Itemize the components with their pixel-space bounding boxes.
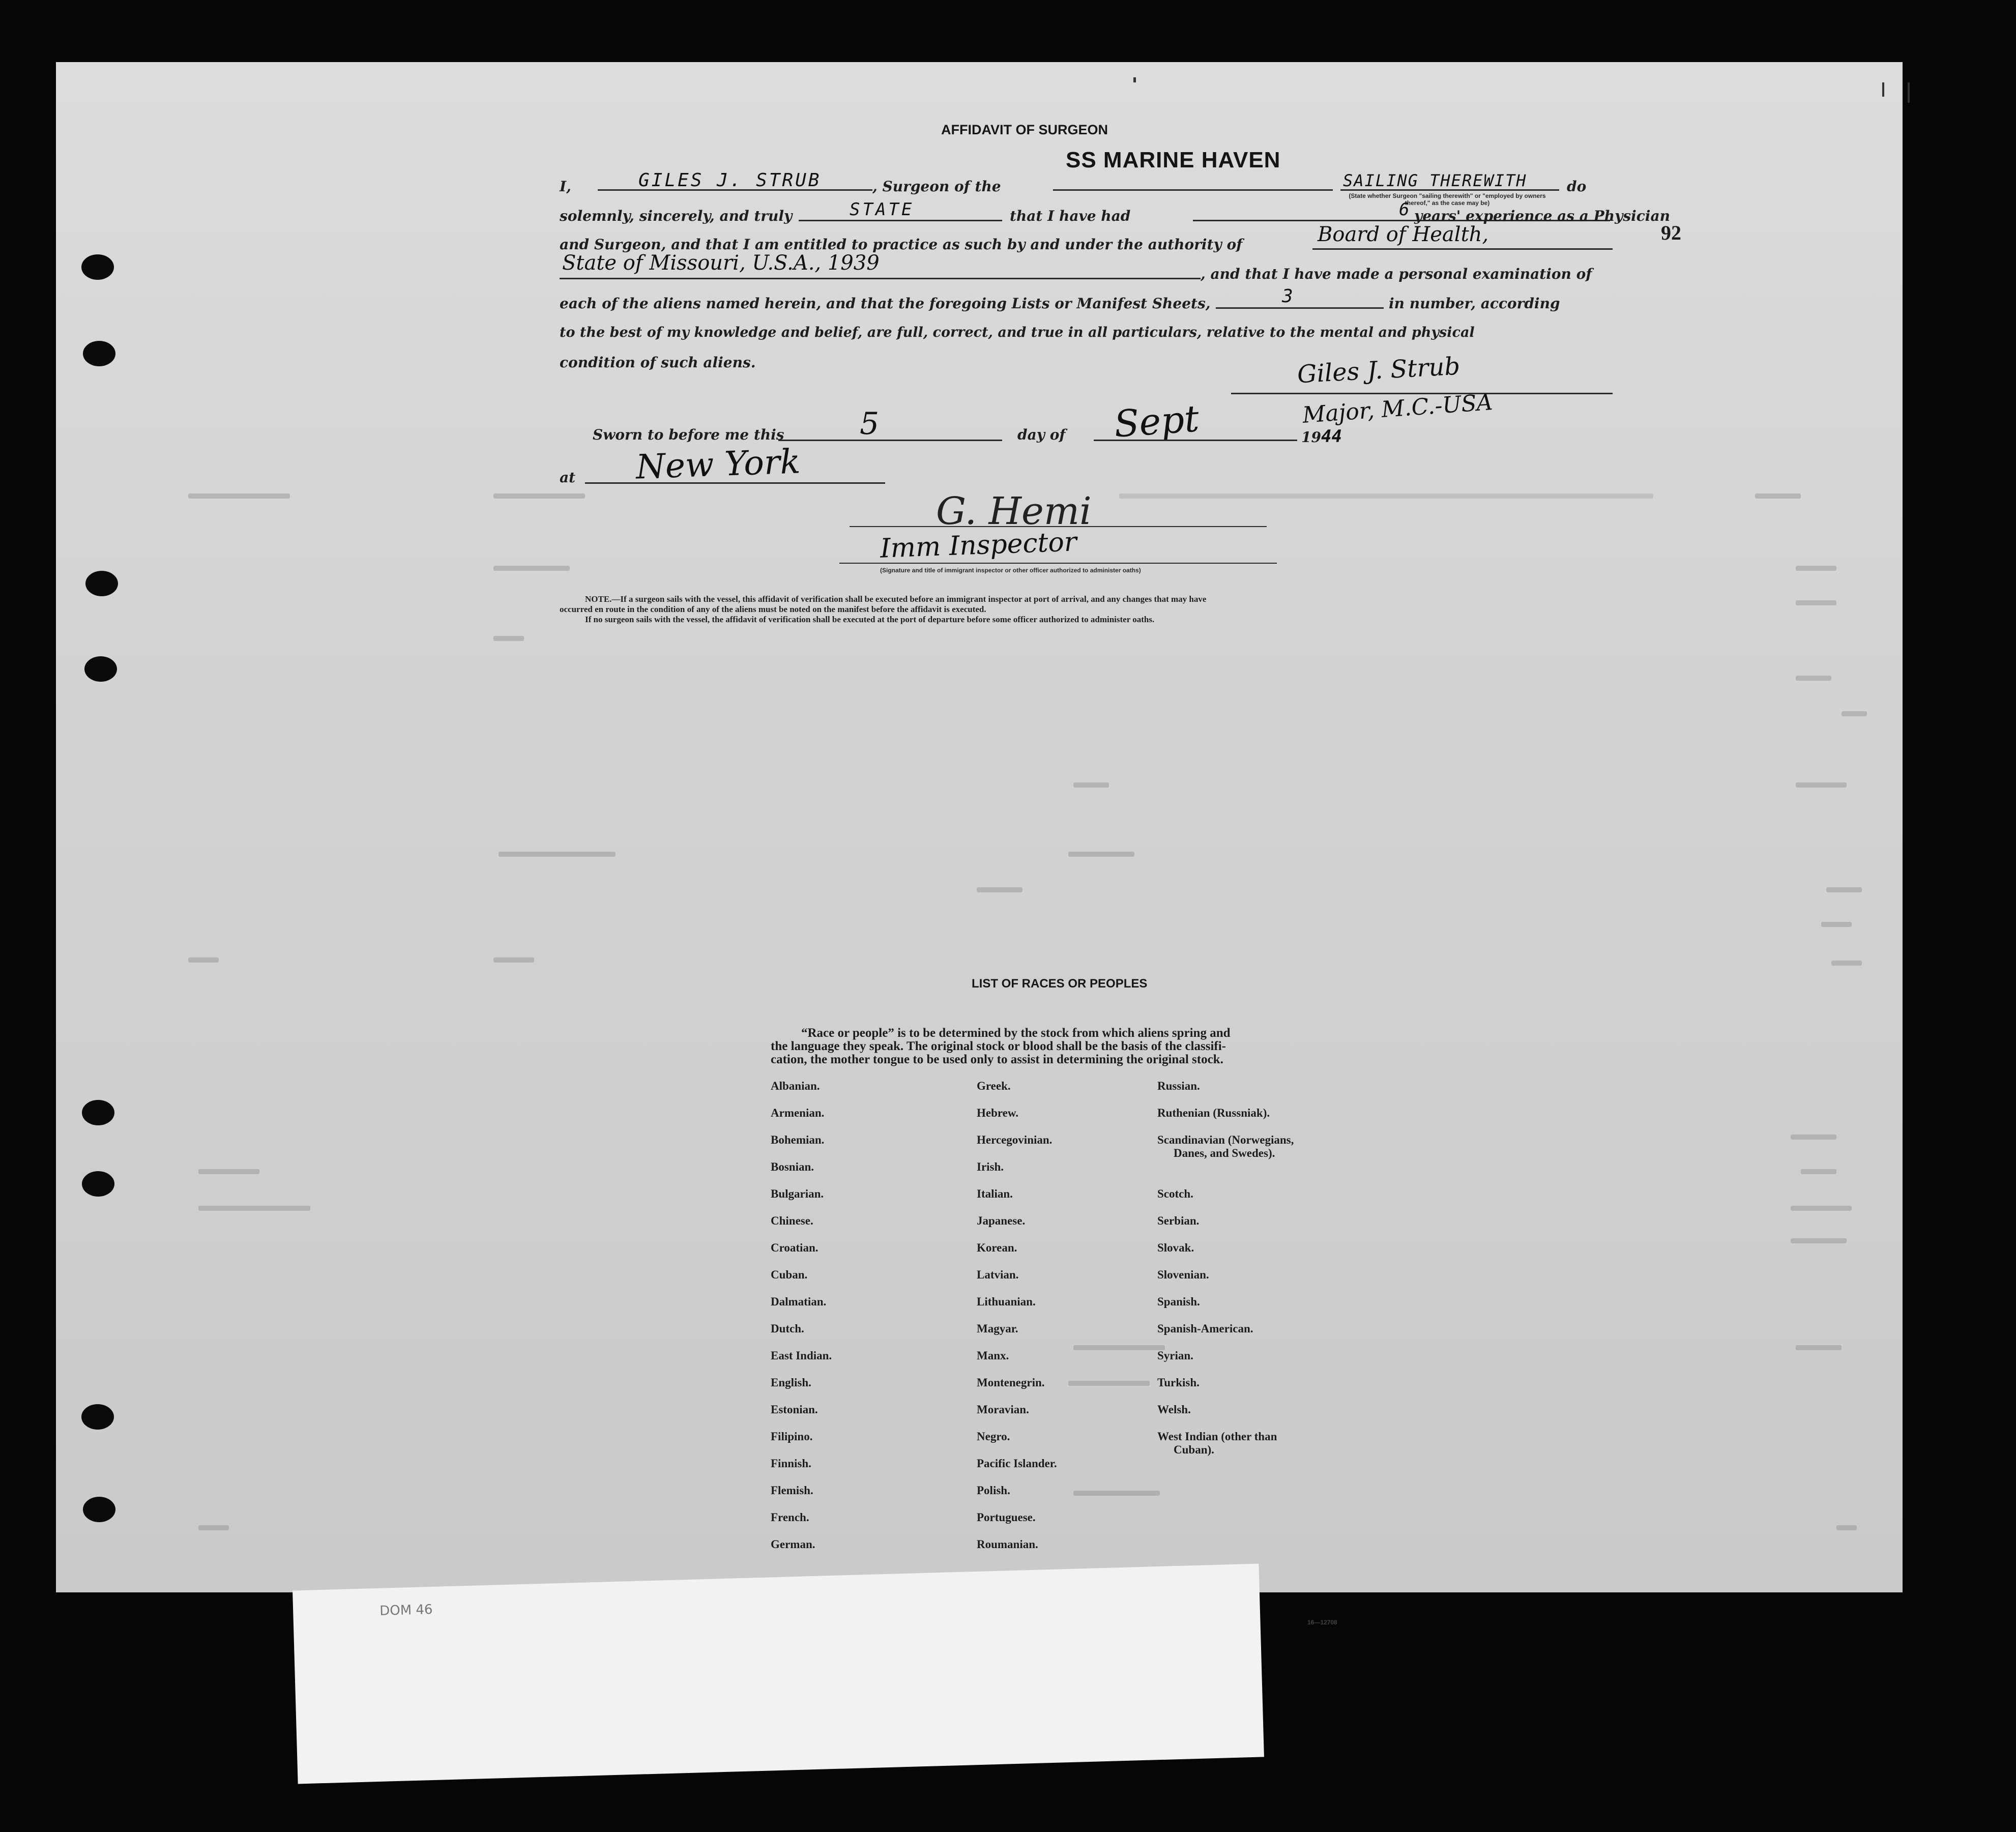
race-entry: Latvian.: [977, 1268, 1019, 1281]
punch-hole: [81, 254, 114, 280]
race-entry: Scotch.: [1157, 1187, 1193, 1200]
page-number: 92: [1661, 221, 1681, 244]
race-entry: Serbian.: [1157, 1214, 1200, 1227]
race-entry: Croatian.: [771, 1241, 819, 1254]
sworn-month-field: Sept: [1113, 397, 1201, 446]
race-entry: Chinese.: [771, 1214, 813, 1227]
race-entry: Ruthenian (Russniak).: [1157, 1107, 1270, 1119]
declaration-field: STATE: [850, 199, 915, 220]
label-condition: condition of such aliens.: [560, 354, 756, 371]
vessel-stamp: SS MARINE HAVEN: [1066, 148, 1281, 172]
label-in-number: in number, according: [1389, 295, 1560, 312]
authority-field-1: Board of Health,: [1318, 223, 1489, 246]
ghost-mark: [1796, 782, 1847, 788]
race-entry: Polish.: [977, 1484, 1010, 1497]
ghost-mark: [198, 1169, 259, 1174]
race-entry: Cuban).: [1174, 1443, 1214, 1456]
label-solemnly: solemnly, sincerely, and truly: [560, 208, 793, 224]
label-at: at: [560, 469, 576, 486]
ghost-mark: [493, 957, 534, 963]
note-line-1: NOTE.—If a surgeon sails with the vessel, this affidavit of verification shall be executed before an immigrant inspector at port of arrival, and any changes that may have: [585, 594, 1207, 604]
races-intro-1: “Race or people” is to be determined by the stock from which aliens spring and: [801, 1026, 1231, 1040]
stray-mark: [1133, 77, 1136, 82]
ghost-mark: [1796, 600, 1836, 605]
race-entry: East Indian.: [771, 1349, 832, 1362]
punch-hole: [85, 571, 118, 596]
sailing-hint-text: (State whether Surgeon "sailing therewith" or "employed by owners thereof," as the case may be): [1349, 192, 1546, 207]
ghost-mark: [1796, 1345, 1842, 1350]
race-entry: Bulgarian.: [771, 1187, 824, 1200]
race-entry: Italian.: [977, 1187, 1013, 1200]
ghost-mark: [1801, 1169, 1836, 1174]
ghost-mark: [1791, 1238, 1847, 1243]
race-entry: Spanish-American.: [1157, 1322, 1253, 1335]
races-intro-2: the language they speak. The original stock or blood shall be the basis of the classifi-: [771, 1039, 1226, 1053]
ghost-mark: [499, 852, 616, 857]
punch-hole: [83, 341, 115, 366]
sworn-day-field: 5: [860, 406, 880, 442]
ghost-mark: [1836, 1525, 1857, 1530]
race-entry: Danes, and Swedes).: [1174, 1147, 1275, 1159]
race-entry: Japanese.: [977, 1214, 1026, 1227]
stray-mark: [1908, 82, 1910, 103]
ghost-mark: [1842, 711, 1867, 716]
year-prefix: 19: [1301, 429, 1321, 446]
race-entry: Moravian.: [977, 1403, 1029, 1416]
punch-hole: [82, 1100, 114, 1125]
underlying-slip: [293, 1564, 1264, 1784]
ghost-mark: [1073, 1491, 1160, 1496]
race-entry: Welsh.: [1157, 1403, 1191, 1416]
race-entry: Greek.: [977, 1080, 1011, 1092]
race-entry: Flemish.: [771, 1484, 813, 1497]
race-entry: Dutch.: [771, 1322, 804, 1335]
race-entry: Hercegovinian.: [977, 1133, 1053, 1146]
ghost-mark: [188, 493, 290, 499]
race-entry: Finnish.: [771, 1457, 811, 1470]
race-entry: Filipino.: [771, 1430, 813, 1443]
sworn-day-underline: [778, 440, 1002, 441]
punch-hole: [81, 1404, 114, 1430]
race-entry: Russian.: [1157, 1080, 1200, 1092]
sworn-month-underline: [1094, 440, 1297, 441]
punch-hole: [84, 656, 117, 682]
label-do: do: [1567, 178, 1587, 195]
note-line-3: If no surgeon sails with the vessel, the affidavit of verification shall be executed at the port of departure before some officer authorized to administer oaths.: [585, 615, 1155, 624]
ghost-mark: [1073, 1345, 1165, 1350]
race-entry: English.: [771, 1376, 811, 1389]
ghost-mark: [493, 636, 524, 641]
years-field: 6: [1399, 199, 1410, 220]
declaration-underline: [799, 220, 1002, 221]
ghost-mark: [1119, 493, 1653, 499]
sworn-place-field: New York: [635, 442, 801, 487]
ghost-mark: [198, 1525, 229, 1530]
punch-hole: [82, 1171, 114, 1197]
sworn-place-underline: [585, 482, 885, 484]
race-entry: Portuguese.: [977, 1511, 1036, 1524]
ghost-mark: [1068, 852, 1134, 857]
form-code: 16—12708: [1307, 1619, 1337, 1626]
ghost-mark: [1821, 922, 1852, 927]
race-entry: Spanish.: [1157, 1295, 1200, 1308]
sheets-count-field: 3: [1282, 286, 1293, 307]
race-entry: Slovenian.: [1157, 1268, 1209, 1281]
label-each-aliens: each of the aliens named herein, and that the foregoing Lists or Manifest Sheets,: [560, 295, 1211, 312]
stray-mark: [1882, 82, 1884, 97]
ghost-mark: [1796, 566, 1836, 571]
sworn-year-suffix: 44: [1321, 426, 1342, 447]
surgeon-signature: Giles J. Strub: [1296, 352, 1461, 389]
race-entry: Roumanian.: [977, 1538, 1038, 1551]
race-entry: Cuban.: [771, 1268, 808, 1281]
race-entry: West Indian (other than: [1157, 1430, 1277, 1443]
authority-field-2: State of Missouri, U.S.A., 1939: [562, 251, 880, 275]
ghost-mark: [1073, 782, 1109, 788]
race-entry: Negro.: [977, 1430, 1010, 1443]
officer-signature: G. Hemi: [936, 489, 1092, 533]
officer-title-underline: [839, 563, 1277, 564]
surgeon-name-underline: [598, 189, 872, 191]
sworn-year: [1301, 426, 1342, 447]
race-entry: Turkish.: [1157, 1376, 1200, 1389]
race-entry: Bohemian.: [771, 1133, 825, 1146]
punch-hole: [83, 1497, 115, 1522]
authority-underline-1: [1312, 248, 1613, 250]
sailing-status-underline: [1340, 189, 1559, 191]
race-entry: German.: [771, 1538, 815, 1551]
authority-underline-2: [560, 278, 1201, 279]
race-entry: Irish.: [977, 1160, 1004, 1173]
label-sworn: Sworn to before me this: [593, 426, 784, 443]
officer-caption: (Signature and title of immigrant inspector or other officer authorized to administer oaths): [880, 567, 1141, 574]
label-day-of: day of: [1017, 426, 1066, 443]
ghost-mark: [188, 957, 219, 963]
race-entry: Syrian.: [1157, 1349, 1193, 1362]
ghost-mark: [1068, 1381, 1150, 1386]
label-i: I,: [560, 178, 571, 195]
ghost-mark: [1826, 887, 1862, 892]
race-entry: Korean.: [977, 1241, 1017, 1254]
ghost-mark: [198, 1206, 310, 1211]
sailing-hint: [1346, 192, 1549, 207]
slip-text: DOM 46: [379, 1602, 433, 1619]
race-entry: Albanian.: [771, 1080, 820, 1092]
ghost-mark: [1791, 1206, 1852, 1211]
vessel-underline: [1053, 189, 1333, 191]
race-entry: Armenian.: [771, 1107, 825, 1119]
race-entry: French.: [771, 1511, 809, 1524]
race-entry: Magyar.: [977, 1322, 1018, 1335]
surgeon-rank: Major, M.C.-USA: [1301, 389, 1494, 429]
label-surgeon-of: , Surgeon of the: [872, 178, 1001, 195]
label-personal-exam: , and that I have made a personal examination of: [1201, 266, 1592, 282]
race-entry: Estonian.: [771, 1403, 818, 1416]
race-entry: Slovak.: [1157, 1241, 1194, 1254]
races-intro-3: cation, the mother tongue to be used only to assist in determining the original stock.: [771, 1053, 1223, 1066]
ghost-mark: [1791, 1135, 1836, 1140]
ghost-mark: [493, 493, 585, 499]
label-years-exp: years' experience as a Physician: [1414, 208, 1670, 224]
affidavit-title: AFFIDAVIT OF SURGEON: [941, 122, 1108, 137]
ghost-mark: [493, 566, 570, 571]
races-list-title: LIST OF RACES OR PEOPLES: [972, 977, 1148, 991]
label-knowledge: to the best of my knowledge and belief, are full, correct, and true in all particulars, relative to the mental and physical: [560, 325, 1475, 340]
ghost-mark: [1831, 961, 1862, 966]
ghost-mark: [1755, 493, 1801, 499]
race-entry: Hebrew.: [977, 1107, 1018, 1119]
sheets-underline: [1216, 307, 1384, 309]
race-entry: Dalmatian.: [771, 1295, 827, 1308]
officer-title: Imm Inspector: [880, 527, 1077, 564]
race-entry: Manx.: [977, 1349, 1009, 1362]
race-entry: Pacific Islander.: [977, 1457, 1057, 1470]
note-line-2: occurred en route in the condition of any of the aliens must be noted on the manifest before the affidavit is executed.: [560, 604, 986, 614]
surgeon-name-field: GILES J. STRUB: [638, 170, 822, 191]
race-entry: Lithuanian.: [977, 1295, 1036, 1308]
sailing-status-field: SAILING THEREWITH: [1343, 171, 1527, 190]
race-entry: Montenegrin.: [977, 1376, 1045, 1389]
label-and-surgeon: and Surgeon, and that I am entitled to practice as such by and under the authority of: [560, 236, 1243, 253]
race-entry: Bosnian.: [771, 1160, 814, 1173]
race-entry: Scandinavian (Norwegians,: [1157, 1133, 1294, 1146]
label-that-had: that I have had: [1010, 208, 1131, 224]
ghost-mark: [1796, 676, 1831, 681]
ghost-mark: [977, 887, 1022, 892]
